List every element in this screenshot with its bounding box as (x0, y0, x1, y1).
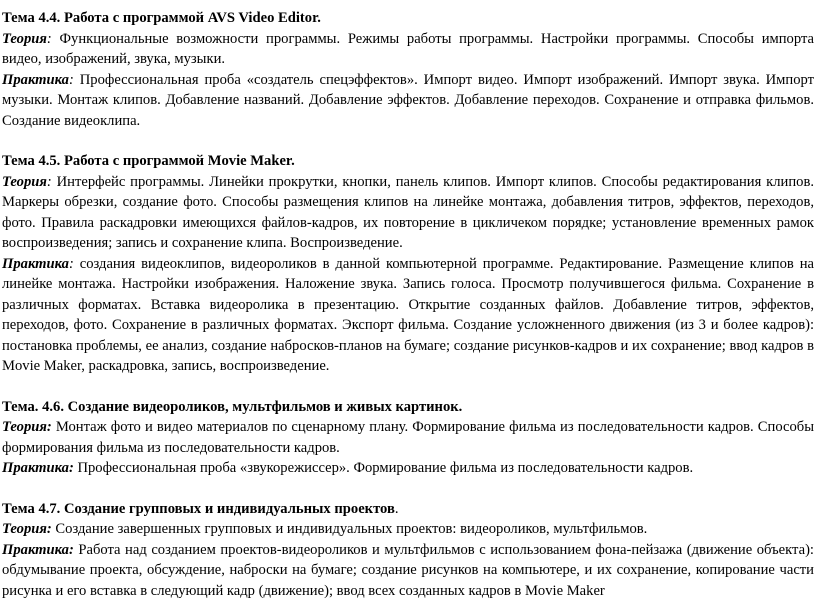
section-4-4 (2, 8, 814, 131)
section-4-5 (2, 151, 814, 377)
section-title-end: . (395, 501, 399, 517)
practice-label: Практика (2, 256, 69, 272)
theory-paragraph (2, 519, 814, 540)
practice-text: Профессиональная проба «создатель спецэффектов». Импорт видео. Импорт изображений. Импорт звука. Импорт музыки. Монтаж клипов. Добавление названий. Добавление эффектов. Добавление переходов. Сохранение и отправка фильмов. Создание видеоклипа. (2, 72, 814, 129)
practice-text: создания видеоклипов, видеороликов в данной компьютерной программе. Редактирование. Размещение клипов на линейке монтажа. Настройки изображения. Наложение звука. Запись голоса. Просмотр получившегося фильма. Сохранение в различных форматах. Вставка видеоролика в презентацию. Открытие созданных файлов. Добавление титров, эффектов, переходов, фото. Сохранение в различных форматах. Экспорт фильма. Создание усложненного движения (из 3 и более кадров): постановка проблемы, ее анализ, создание набросков-планов на бумаге; создание рисунков-кадров и их сохранение; ввод кадров в Movie Maker, раскадровка, запись, воспроизведение. (2, 256, 814, 375)
section-title: Тема 4.4. Работа с программой AVS Video Editor. (2, 8, 814, 29)
theory-text: Создание завершенных групповых и индивидуальных проектов: видеороликов, мультфильмов. (52, 521, 648, 537)
theory-text: Функциональные возможности программы. Режимы работы программы. Настройки программы. Способы импорта видео, изображений, звука, музыки. (2, 31, 814, 68)
section-title: Тема. 4.6. Создание видеороликов, мультфильмов и живых картинок. (2, 397, 814, 418)
theory-paragraph (2, 172, 814, 254)
practice-sep: : (69, 256, 74, 272)
practice-paragraph (2, 70, 814, 132)
section-title (2, 499, 814, 520)
section-4-6 (2, 397, 814, 479)
theory-label: Теория: (2, 419, 52, 435)
practice-label: Практика: (2, 542, 74, 558)
practice-label: Практика (2, 72, 69, 88)
theory-paragraph (2, 417, 814, 458)
theory-sep: : (47, 31, 52, 47)
theory-text: Интерфейс программы. Линейки прокрутки, кнопки, панель клипов. Импорт клипов. Способы редактирования клипов. Маркеры обрезки, создание фото. Способы размещения клипов на линейке монтажа, добавления титров, эффектов, переходов, фото. Правила раскадровки имеющихся файлов-кадров, их повторение в цикличеком порядке; установление временных рамок воспроизведения; запись и сохранение клипа. Воспроизведение. (2, 174, 814, 252)
practice-text: Профессиональная проба «звукорежиссер». Формирование фильма из последовательности кадров. (74, 460, 693, 476)
practice-paragraph (2, 254, 814, 377)
section-title: Тема 4.5. Работа с программой Movie Maker. (2, 151, 814, 172)
theory-label: Теория (2, 31, 47, 47)
section-4-7 (2, 499, 814, 601)
practice-label: Практика: (2, 460, 74, 476)
practice-paragraph (2, 540, 814, 601)
practice-paragraph (2, 458, 814, 479)
theory-label: Теория: (2, 521, 52, 537)
section-title-text: Тема 4.7. Создание групповых и индивидуальных проектов (2, 501, 395, 517)
theory-paragraph (2, 29, 814, 70)
practice-sep: : (69, 72, 74, 88)
practice-text: Работа над созданием проектов-видеороликов и мультфильмов с использованием фона-пейзажа (движение объекта): обдумывание проекта, обсуждение, наброски на бумаге; создание рисунков на компьютере, и их сохранение, копирование части рисунка и его вставка в следующий кадр (движение); ввод всех созданных кадров в Movie Maker (2, 542, 814, 599)
theory-label: Теория (2, 174, 47, 190)
theory-sep: : (47, 174, 52, 190)
theory-text: Монтаж фото и видео материалов по сценарному плану. Формирование фильма из последовательности кадров. Способы формирования фильма из последовательности кадров. (2, 419, 814, 456)
